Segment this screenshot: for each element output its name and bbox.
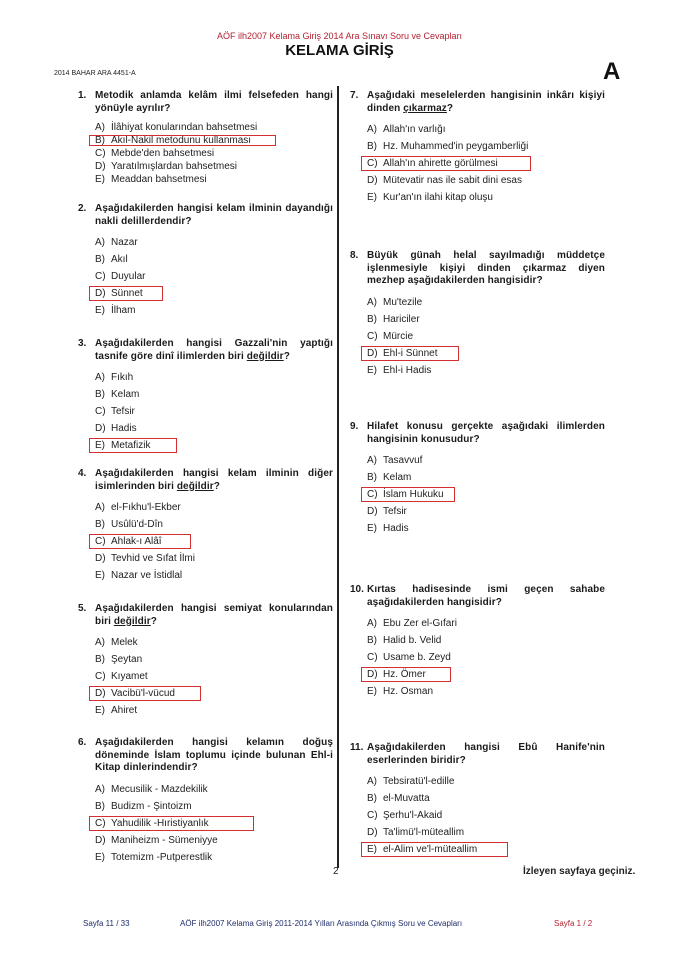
option-text: Şeytan: [111, 654, 143, 665]
answer-option: [367, 824, 605, 841]
option-letter: A): [95, 783, 105, 795]
option-letter: A): [95, 122, 105, 133]
option-text: Hadis: [111, 423, 137, 434]
option-letter: E): [367, 844, 377, 855]
answer-option: [367, 189, 605, 206]
option-letter: E): [367, 686, 377, 697]
option-text: Vacibü'l-vücud: [111, 688, 175, 699]
option-text: Mürcie: [383, 330, 414, 342]
option-text: İlham: [111, 305, 136, 316]
question-stem: Aşağıdakilerden hangisi semiyat konularından biri: [95, 603, 333, 627]
option-letter: C): [367, 158, 378, 169]
option-text: Mu'tezile: [383, 296, 423, 308]
question-number: 1.: [78, 90, 87, 101]
answer-option: [95, 668, 333, 685]
answer-option: [95, 550, 333, 567]
option-text: Maniheizm - Sümeniyye: [111, 834, 218, 846]
answer-option: [367, 615, 605, 632]
question-text: [95, 468, 333, 493]
option-letter: D): [95, 288, 106, 299]
footer-page-counter: Sayfa 11 / 33: [83, 919, 130, 928]
answer-option-correct: [95, 533, 333, 550]
option-text: Ehl-i Hadis: [383, 364, 432, 376]
option-letter: D): [367, 506, 378, 517]
option-letter: D): [95, 423, 106, 434]
option-text: Tevhid ve Sıfat İlmi: [111, 553, 195, 564]
option-letter: E): [95, 305, 105, 316]
option-text: Ebu Zer el-Gıfari: [383, 618, 457, 629]
question-stem: Kırtas hadisesinde ismi geçen sahabe aşağıdakilerden hangisidir?: [367, 584, 605, 608]
question-text: [367, 421, 605, 446]
question-text: [95, 90, 333, 115]
option-text: Hz. Ömer: [383, 669, 426, 680]
answer-options: [367, 615, 605, 700]
option-text: Hz. Muhammed'in peygamberliği: [383, 141, 529, 152]
answer-option: [95, 403, 333, 420]
answer-options: [95, 121, 333, 186]
answer-option: [95, 268, 333, 285]
option-letter: D): [367, 175, 378, 186]
option-text: el-Muvatta: [383, 793, 430, 804]
question-text: [95, 737, 333, 775]
answer-option: [367, 362, 605, 379]
option-letter: A): [95, 237, 105, 248]
answer-option: [95, 420, 333, 437]
question-mark: ?: [283, 350, 290, 362]
question-6: [78, 737, 333, 866]
question-number: 4.: [78, 468, 87, 479]
option-letter: C): [367, 330, 378, 342]
answer-option: [95, 173, 333, 186]
option-text: Kur'an'ın ilahi kitap oluşu: [383, 192, 493, 203]
booklet-letter: A: [603, 58, 621, 85]
option-letter: B): [367, 472, 377, 483]
option-text: İslam Hukuku: [383, 489, 444, 500]
option-letter: B): [367, 141, 377, 152]
question-stem: Büyük günah helal sayılmadığı müddetçe işlenmesiyle kişiyi dinden çıkarmaz diyen mezhep aşağıdakilerden hangisidir?: [367, 250, 605, 286]
answer-option: [367, 311, 605, 328]
option-text: Usame b. Zeyd: [383, 652, 451, 663]
answer-option-correct: [367, 155, 605, 172]
option-letter: A): [367, 455, 377, 466]
question-5: [78, 603, 333, 719]
option-text: İlâhiyat konularından bahsetmesi: [111, 122, 258, 133]
option-letter: E): [95, 705, 105, 716]
answer-option-correct: [95, 437, 333, 454]
option-text: Allah'ın varlığı: [383, 124, 446, 135]
option-text: Usûlü'd-Dîn: [111, 519, 163, 530]
question-number: 11.: [350, 742, 364, 753]
question-number: 8.: [350, 250, 359, 261]
option-letter: E): [367, 364, 377, 376]
answer-option-correct: [95, 685, 333, 702]
option-text: Kıyamet: [111, 671, 148, 682]
option-letter: C): [367, 652, 378, 663]
answer-option-correct: [95, 285, 333, 302]
question-1: [78, 90, 333, 186]
question-stem: Aşağıdakilerden hangisi kelamın doğuş döneminde İslam toplumu içinde bulunan Ehl-i Kitap dinlerindendir?: [95, 737, 333, 773]
question-text: [95, 603, 333, 628]
answer-option: [367, 632, 605, 649]
answer-option: [95, 798, 333, 815]
option-letter: C): [367, 810, 378, 821]
option-letter: A): [367, 776, 377, 787]
column-divider: [337, 86, 339, 868]
option-letter: B): [367, 313, 377, 325]
question-number: 5.: [78, 603, 87, 614]
answer-option: [367, 328, 605, 345]
answer-option: [367, 452, 605, 469]
answer-option: [95, 302, 333, 319]
option-letter: E): [95, 851, 105, 863]
option-text: Akıl: [111, 254, 128, 265]
document-subtitle: AÖF ilh2007 Kelama Giriş 2014 Ara Sınavı Soru ve Cevapları: [216, 31, 463, 41]
answer-option: [367, 807, 605, 824]
page-number: 2: [333, 866, 339, 877]
option-letter: D): [367, 827, 378, 838]
option-text: Allah'ın ahirette görülmesi: [383, 158, 498, 169]
option-text: Fıkıh: [111, 372, 134, 383]
option-text: Mecusilik - Mazdekilik: [111, 783, 208, 795]
option-text: Şerhu'l-Akaid: [383, 810, 443, 821]
option-text: Ahiret: [111, 705, 138, 716]
question-mark: ?: [446, 102, 454, 114]
option-letter: B): [95, 654, 105, 665]
option-text: Budizm - Şintoizm: [111, 800, 192, 812]
option-letter: B): [95, 800, 105, 812]
option-letter: A): [367, 124, 377, 135]
answer-option: [367, 294, 605, 311]
option-text: Kelam: [111, 389, 140, 400]
question-stem: Aşağıdaki meselelerden hangisinin inkârı kişiyi dinden: [367, 90, 605, 114]
answer-options: [367, 294, 605, 379]
question-7: [350, 90, 605, 206]
option-letter: C): [95, 271, 106, 282]
option-text: Yahudilik -Hıristiyanlık: [111, 817, 209, 829]
question-4: [78, 468, 333, 584]
answer-option: [95, 499, 333, 516]
option-letter: A): [95, 502, 105, 513]
option-text: Metafizik: [111, 440, 151, 451]
answer-option: [367, 790, 605, 807]
option-letter: D): [95, 553, 106, 564]
answer-option: [95, 234, 333, 251]
option-letter: E): [95, 570, 105, 581]
answer-option: [95, 147, 333, 160]
option-text: Duyular: [111, 271, 146, 282]
option-letter: E): [367, 192, 377, 203]
option-letter: E): [367, 523, 377, 534]
option-letter: C): [95, 671, 106, 682]
option-letter: D): [367, 347, 378, 359]
option-letter: C): [95, 406, 106, 417]
option-letter: C): [367, 489, 378, 500]
option-letter: B): [95, 254, 105, 265]
answer-option: [367, 121, 605, 138]
option-letter: A): [95, 372, 105, 383]
question-stem: Aşağıdakilerden hangisi kelam ilminin diğer isimlerinden biri: [95, 468, 333, 492]
option-text: Hz. Osman: [383, 686, 434, 697]
answer-option: [95, 634, 333, 651]
option-text: Ahlak-ı Alâî: [111, 536, 162, 547]
answer-option: [95, 160, 333, 173]
answer-option: [95, 849, 333, 866]
question-number: 10.: [350, 584, 364, 595]
answer-option-correct: [367, 666, 605, 683]
option-letter: B): [95, 519, 105, 530]
answer-option: [95, 702, 333, 719]
answer-option: [367, 503, 605, 520]
option-letter: C): [95, 817, 106, 829]
option-text: Hadis: [383, 523, 409, 534]
answer-options: [95, 499, 333, 584]
answer-option: [95, 516, 333, 533]
answer-options: [367, 121, 605, 206]
question-11: [350, 742, 605, 858]
option-text: Melek: [111, 637, 138, 648]
question-stem: Metodik anlamda kelâm ilmi felsefeden hangi yönüyle ayrılır?: [95, 90, 333, 114]
question-text: [95, 203, 333, 228]
question-text: [367, 584, 605, 609]
option-text: Halid b. Velid: [383, 635, 442, 646]
answer-option: [367, 683, 605, 700]
option-letter: B): [95, 135, 105, 146]
answer-option-correct: [367, 486, 605, 503]
question-stem: Aşağıdakilerden hangisi Gazzali'nin yaptığı tasnife göre dinî ilimlerden biri: [95, 338, 333, 362]
question-mark: ?: [213, 480, 220, 492]
answer-option: [367, 773, 605, 790]
option-text: Tefsir: [111, 406, 135, 417]
answer-option: [367, 649, 605, 666]
question-stem: Aşağıdakilerden hangisi Ebû Hanife'nin eserlerinden biridir?: [367, 742, 605, 766]
question-text: [95, 338, 333, 363]
page-title: KELAMA GİRİŞ: [285, 42, 394, 59]
option-text: Ehl-i Sünnet: [383, 347, 438, 359]
question-number: 9.: [350, 421, 359, 432]
footer-document-title: AÖF ilh2007 Kelama Giriş 2011-2014 Yılları Arasında Çıkmış Soru ve Cevapları: [180, 919, 463, 928]
answer-option: [367, 138, 605, 155]
answer-option: [367, 469, 605, 486]
question-number: 6.: [78, 737, 87, 748]
answer-option: [95, 121, 333, 134]
option-text: Nazar: [111, 237, 138, 248]
option-letter: B): [367, 635, 377, 646]
question-9: [350, 421, 605, 537]
question-3: [78, 338, 333, 454]
option-text: Hariciler: [383, 313, 420, 325]
option-text: Mütevatir nas ile sabit dini esas: [383, 175, 522, 186]
option-text: Ta'limü'l-müteallim: [383, 827, 465, 838]
answer-option-correct: [367, 345, 605, 362]
option-letter: E): [95, 440, 105, 451]
answer-option: [95, 651, 333, 668]
answer-option: [95, 251, 333, 268]
option-letter: A): [367, 618, 377, 629]
question-number: 3.: [78, 338, 87, 349]
answer-options: [95, 234, 333, 319]
answer-options: [367, 452, 605, 537]
answer-option: [95, 386, 333, 403]
option-letter: D): [95, 834, 106, 846]
question-number: 2.: [78, 203, 87, 214]
option-text: Mebde'den bahsetmesi: [111, 148, 215, 159]
question-number: 7.: [350, 90, 359, 101]
option-text: el-Alim ve'l-müteallim: [383, 844, 478, 855]
option-letter: C): [95, 148, 106, 159]
answer-option: [95, 369, 333, 386]
option-text: Tasavvuf: [383, 455, 423, 466]
emphasized-word: çıkarmaz: [403, 102, 447, 114]
answer-options: [95, 781, 333, 866]
question-stem: Aşağıdakilerden hangisi kelam ilminin dayandığı nakli delillerdendir?: [95, 203, 333, 227]
answer-options: [95, 369, 333, 454]
footer-subpage-counter: Sayfa 1 / 2: [554, 919, 593, 928]
option-letter: A): [95, 637, 105, 648]
option-letter: A): [367, 296, 377, 308]
option-letter: C): [95, 536, 106, 547]
answer-option-correct: [95, 134, 333, 147]
question-text: [367, 250, 605, 288]
answer-option-correct: [367, 841, 605, 858]
option-text: Yaratılmışlardan bahsetmesi: [111, 161, 237, 172]
emphasized-word: değildir: [246, 350, 284, 362]
question-10: [350, 584, 605, 700]
option-letter: D): [95, 688, 106, 699]
option-letter: B): [367, 793, 377, 804]
option-letter: D): [95, 161, 106, 172]
answer-option: [367, 172, 605, 189]
answer-option: [95, 832, 333, 849]
question-8: [350, 250, 605, 379]
option-text: Nazar ve İstidlal: [111, 570, 183, 581]
answer-options: [367, 773, 605, 858]
option-text: Sünnet: [111, 288, 143, 299]
option-text: Tebsiratü'l-edille: [383, 776, 455, 787]
question-text: [367, 90, 605, 115]
answer-option: [95, 567, 333, 584]
option-text: Kelam: [383, 472, 412, 483]
option-text: el-Fıkhu'l-Ekber: [111, 502, 181, 513]
option-letter: E): [95, 174, 105, 185]
option-letter: B): [95, 389, 105, 400]
answer-option: [367, 520, 605, 537]
answer-option: [95, 781, 333, 798]
question-text: [367, 742, 605, 767]
emphasized-word: değildir: [176, 480, 214, 492]
option-text: Totemizm -Putperestlik: [111, 851, 213, 863]
exam-code: 2014 BAHAR ARA 4451-A: [54, 70, 136, 77]
answer-options: [95, 634, 333, 719]
next-page-note: İzleyen sayfaya geçiniz.: [523, 866, 636, 877]
option-letter: D): [367, 669, 378, 680]
question-2: [78, 203, 333, 319]
option-text: Akıl-Nakil metodunu kullanması: [111, 135, 252, 146]
answer-option-correct: [95, 815, 333, 832]
question-stem: Hilafet konusu gerçekte aşağıdaki ilimlerden hangisinin konusudur?: [367, 421, 605, 445]
option-text: Tefsir: [383, 506, 407, 517]
emphasized-word: değildir: [113, 615, 151, 627]
question-mark: ?: [150, 615, 157, 627]
option-text: Meaddan bahsetmesi: [111, 174, 207, 185]
